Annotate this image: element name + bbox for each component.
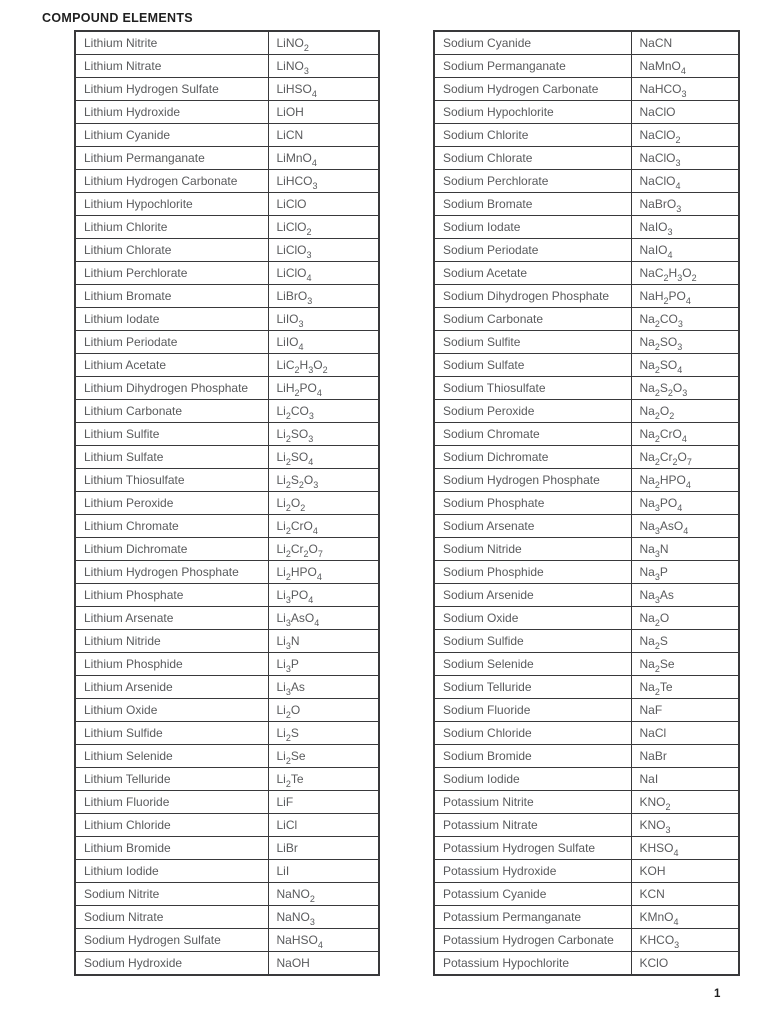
table-row [75,906,379,929]
formula-cell: LiHCO$_3$ [268,170,379,193]
formula-cell: LiCl [268,814,379,837]
formula-cell: KClO [631,952,739,976]
formula-cell: LiIO$_4$ [268,331,379,354]
compound-name-cell: Lithium Hydrogen Carbonate [75,170,268,193]
compound-name-cell: Lithium Phosphate [75,584,268,607]
table-row [434,952,739,976]
formula-cell: $Na_2HPO_4$ [631,469,739,492]
formula-cell: NaHSO$_4$ [268,929,379,952]
table-row [75,400,379,423]
table-row [434,239,739,262]
compound-name-cell: Lithium Hypochlorite [75,193,268,216]
table-row [75,515,379,538]
table-row [75,285,379,308]
compound-name-cell: Lithium Selenide [75,745,268,768]
formula-cell: NaMnO$_4$ [631,55,739,78]
compound-name-cell: Sodium Oxide [434,607,631,630]
compound-name-cell: Lithium Chlorate [75,239,268,262]
table-row [434,768,739,791]
table-row [434,906,739,929]
compound-name-cell: Lithium Acetate [75,354,268,377]
table-row [434,699,739,722]
compound-name-cell: Potassium Hydrogen Carbonate [434,929,631,952]
compound-name-cell: Lithium Permanganate [75,147,268,170]
table-row [75,124,379,147]
formula-cell: NaF [631,699,739,722]
formula-cell: NaClO$_4$ [631,170,739,193]
compound-name-cell: Sodium Periodate [434,239,631,262]
formula-cell: $Na_2CO_3$ [631,308,739,331]
table-row [75,492,379,515]
table-row [75,745,379,768]
table-row [434,630,739,653]
table-row [75,929,379,952]
compound-name-cell: Lithium Hydrogen Sulfate [75,78,268,101]
table-row [434,400,739,423]
compound-name-cell: Sodium Arsenide [434,584,631,607]
table-row [434,607,739,630]
table-row [434,791,739,814]
table-row [75,814,379,837]
table-row [75,31,379,55]
compound-name-cell: Sodium Chlorite [434,124,631,147]
compound-name-cell: Lithium Chloride [75,814,268,837]
formula-cell: $Na_2Cr_2O_7$ [631,446,739,469]
compound-name-cell: Sodium Peroxide [434,400,631,423]
formula-cell: NaCl [631,722,739,745]
table-row [75,216,379,239]
formula-cell: $Na_3AsO_4$ [631,515,739,538]
formula-cell: LiHSO$_4$ [268,78,379,101]
formula-cell: $Li_2SO_4$ [268,446,379,469]
compound-table-left [74,30,380,976]
formula-cell: $Li_2S_2O_3$ [268,469,379,492]
formula-cell: KMnO$_4$ [631,906,739,929]
compound-name-cell: Lithium Nitrate [75,55,268,78]
compound-name-cell: Lithium Nitrite [75,31,268,55]
formula-cell: NaNO$_3$ [268,906,379,929]
table-row [434,216,739,239]
table-row [75,584,379,607]
formula-cell: $LiC_2H_3O_2$ [268,354,379,377]
table-row [434,515,739,538]
formula-cell: $Li_3AsO_4$ [268,607,379,630]
formula-cell: $Na_2O_2$ [631,400,739,423]
formula-cell: $NaC_2H_3O_2$ [631,262,739,285]
table-row [75,699,379,722]
formula-cell: $Na_2SO_3$ [631,331,739,354]
formula-cell: LiIO$_3$ [268,308,379,331]
formula-cell: NaI [631,768,739,791]
table-row [75,469,379,492]
formula-cell: $Li_2Te$ [268,768,379,791]
table-row [75,423,379,446]
compound-name-cell: Potassium Cyanide [434,883,631,906]
table-row [434,101,739,124]
table-row [434,653,739,676]
table-row [434,331,739,354]
table-row [434,860,739,883]
compound-name-cell: Sodium Nitrate [75,906,268,929]
compound-name-cell: Lithium Telluride [75,768,268,791]
formula-cell: $Li_2Cr_2O_7$ [268,538,379,561]
compound-name-cell: Sodium Sulfide [434,630,631,653]
formula-cell: $Na_2S_2O_3$ [631,377,739,400]
compound-name-cell: Sodium Chloride [434,722,631,745]
table-row [75,101,379,124]
formula-cell: $Na_2Se$ [631,653,739,676]
table-row [75,239,379,262]
compound-name-cell: Sodium Phosphate [434,492,631,515]
formula-cell: NaIO$_3$ [631,216,739,239]
table-row [75,262,379,285]
table-row [434,147,739,170]
table-row [434,883,739,906]
formula-cell: $Li_3P$ [268,653,379,676]
formula-cell: $NaH_2PO_4$ [631,285,739,308]
compound-table [74,30,380,976]
table-row [75,883,379,906]
formula-cell: NaBrO$_3$ [631,193,739,216]
compound-name-cell: Sodium Nitride [434,538,631,561]
formula-cell: LiClO$_2$ [268,216,379,239]
formula-cell: $LiH_2PO_4$ [268,377,379,400]
table-body [75,31,379,975]
table-row [434,78,739,101]
formula-cell: NaOH [268,952,379,976]
table-row [75,607,379,630]
compound-name-cell: Sodium Iodide [434,768,631,791]
compound-name-cell: Lithium Chromate [75,515,268,538]
table-row [75,837,379,860]
formula-cell: NaHCO$_3$ [631,78,739,101]
formula-cell: LiNO$_3$ [268,55,379,78]
compound-name-cell: Lithium Bromate [75,285,268,308]
table-row [75,952,379,976]
compound-name-cell: Lithium Hydrogen Phosphate [75,561,268,584]
table-row [434,492,739,515]
formula-cell: $KHCO_3$ [631,929,739,952]
compound-name-cell: Sodium Acetate [434,262,631,285]
formula-cell: KCN [631,883,739,906]
compound-name-cell: Lithium Hydroxide [75,101,268,124]
compound-name-cell: Lithium Dichromate [75,538,268,561]
formula-cell: $KNO_3$ [631,814,739,837]
formula-cell: LiClO$_3$ [268,239,379,262]
compound-name-cell: Sodium Perchlorate [434,170,631,193]
formula-cell: LiBrO$_3$ [268,285,379,308]
compound-name-cell: Sodium Hydrogen Carbonate [434,78,631,101]
formula-cell: $Li_2CO_3$ [268,400,379,423]
table-row [75,630,379,653]
table-row [434,170,739,193]
table-row [75,538,379,561]
formula-cell: LiI [268,860,379,883]
formula-cell: NaClO$_2$ [631,124,739,147]
compound-name-cell: Potassium Hypochlorite [434,952,631,976]
table-row [75,55,379,78]
compound-name-cell: Lithium Thiosulfate [75,469,268,492]
table-row [434,814,739,837]
compound-table-right [433,30,740,976]
formula-cell: NaCN [631,31,739,55]
compound-name-cell: Lithium Dihydrogen Phosphate [75,377,268,400]
formula-cell: NaBr [631,745,739,768]
formula-cell: $Li_2CrO_4$ [268,515,379,538]
table-row [75,147,379,170]
compound-name-cell: Sodium Carbonate [434,308,631,331]
compound-name-cell: Sodium Nitrite [75,883,268,906]
page-title: COMPOUND ELEMENTS [42,11,193,25]
table-row [75,561,379,584]
formula-cell: $Na_2Te$ [631,676,739,699]
compound-name-cell: Sodium Chlorate [434,147,631,170]
table-row [75,308,379,331]
compound-name-cell: Sodium Cyanide [434,31,631,55]
table-row [434,722,739,745]
table-row [434,469,739,492]
formula-cell: $Li_3As$ [268,676,379,699]
table-row [434,193,739,216]
formula-cell: $Na_2O$ [631,607,739,630]
table-row [434,377,739,400]
compound-name-cell: Lithium Chlorite [75,216,268,239]
table-row [434,584,739,607]
compound-name-cell: Lithium Nitride [75,630,268,653]
table-row [75,653,379,676]
compound-name-cell: Sodium Telluride [434,676,631,699]
table-row [75,676,379,699]
table-row [434,929,739,952]
formula-cell: $Na_3N$ [631,538,739,561]
table-row [434,354,739,377]
table-row [75,446,379,469]
compound-name-cell: Sodium Dihydrogen Phosphate [434,285,631,308]
compound-name-cell: Lithium Sulfite [75,423,268,446]
table-row [434,262,739,285]
table-row [434,745,739,768]
formula-cell: LiOH [268,101,379,124]
formula-cell: $Na_3As$ [631,584,739,607]
compound-name-cell: Lithium Peroxide [75,492,268,515]
formula-cell: $Li_2S$ [268,722,379,745]
formula-cell: $Na_2SO_4$ [631,354,739,377]
formula-cell: $Li_2HPO_4$ [268,561,379,584]
table-row [434,285,739,308]
compound-name-cell: Sodium Iodate [434,216,631,239]
compound-name-cell: Sodium Thiosulfate [434,377,631,400]
compound-name-cell: Lithium Arsenide [75,676,268,699]
compound-name-cell: Lithium Cyanide [75,124,268,147]
table-body [434,31,739,975]
table-row [75,377,379,400]
formula-cell: LiBr [268,837,379,860]
compound-name-cell: Lithium Perchlorate [75,262,268,285]
table-row [75,768,379,791]
compound-name-cell: Sodium Selenide [434,653,631,676]
formula-cell: $Na_2S$ [631,630,739,653]
compound-name-cell: Sodium Bromate [434,193,631,216]
compound-name-cell: Potassium Nitrite [434,791,631,814]
compound-name-cell: Sodium Sulfate [434,354,631,377]
formula-cell: $Li_2SO_3$ [268,423,379,446]
compound-name-cell: Sodium Dichromate [434,446,631,469]
table-row [434,538,739,561]
formula-cell: NaIO$_4$ [631,239,739,262]
compound-name-cell: Sodium Bromide [434,745,631,768]
formula-cell: NaClO$_3$ [631,147,739,170]
compound-name-cell: Lithium Arsenate [75,607,268,630]
formula-cell: $Na_3P$ [631,561,739,584]
formula-cell: NaNO$_2$ [268,883,379,906]
table-row [434,55,739,78]
compound-name-cell: Lithium Oxide [75,699,268,722]
formula-cell: $KNO_2$ [631,791,739,814]
formula-cell: KOH [631,860,739,883]
formula-cell: $Li_3N$ [268,630,379,653]
compound-name-cell: Sodium Hydrogen Sulfate [75,929,268,952]
formula-cell: NaClO [631,101,739,124]
compound-name-cell: Lithium Phosphide [75,653,268,676]
formula-cell: $KHSO_4$ [631,837,739,860]
compound-name-cell: Potassium Hydroxide [434,860,631,883]
compound-name-cell: Sodium Permanganate [434,55,631,78]
table-row [434,837,739,860]
formula-cell: $Li_2Se$ [268,745,379,768]
compound-name-cell: Lithium Iodate [75,308,268,331]
formula-cell: $Li_2O$ [268,699,379,722]
compound-name-cell: Sodium Fluoride [434,699,631,722]
compound-name-cell: Lithium Fluoride [75,791,268,814]
formula-cell: LiMnO$_4$ [268,147,379,170]
compound-name-cell: Sodium Sulfite [434,331,631,354]
compound-name-cell: Lithium Periodate [75,331,268,354]
compound-name-cell: Potassium Nitrate [434,814,631,837]
table-row [75,354,379,377]
page-number: 1 [714,988,721,1000]
formula-cell: LiF [268,791,379,814]
table-row [434,561,739,584]
table-row [434,31,739,55]
table-row [75,860,379,883]
formula-cell: $Na_2CrO_4$ [631,423,739,446]
compound-name-cell: Sodium Hydrogen Phosphate [434,469,631,492]
table-row [434,124,739,147]
compound-name-cell: Lithium Iodide [75,860,268,883]
table-row [75,722,379,745]
compound-name-cell: Sodium Phosphide [434,561,631,584]
formula-cell: LiClO$_4$ [268,262,379,285]
compound-name-cell: Lithium Sulfide [75,722,268,745]
table-row [434,423,739,446]
compound-table [433,30,740,976]
formula-cell: $Li_2O_2$ [268,492,379,515]
compound-name-cell: Potassium Hydrogen Sulfate [434,837,631,860]
compound-name-cell: Sodium Hydroxide [75,952,268,976]
table-row [75,331,379,354]
formula-cell: LiNO$_2$ [268,31,379,55]
formula-cell: LiCN [268,124,379,147]
table-row [75,170,379,193]
table-row [75,791,379,814]
formula-cell: $Na_3PO_4$ [631,492,739,515]
table-row [434,446,739,469]
table-row [75,78,379,101]
formula-cell: $Li_3PO_4$ [268,584,379,607]
table-row [75,193,379,216]
compound-name-cell: Lithium Carbonate [75,400,268,423]
table-row [434,676,739,699]
table-row [434,308,739,331]
compound-name-cell: Potassium Permanganate [434,906,631,929]
compound-name-cell: Sodium Hypochlorite [434,101,631,124]
compound-name-cell: Lithium Bromide [75,837,268,860]
formula-cell: LiClO [268,193,379,216]
compound-name-cell: Sodium Chromate [434,423,631,446]
compound-name-cell: Lithium Sulfate [75,446,268,469]
compound-name-cell: Sodium Arsenate [434,515,631,538]
